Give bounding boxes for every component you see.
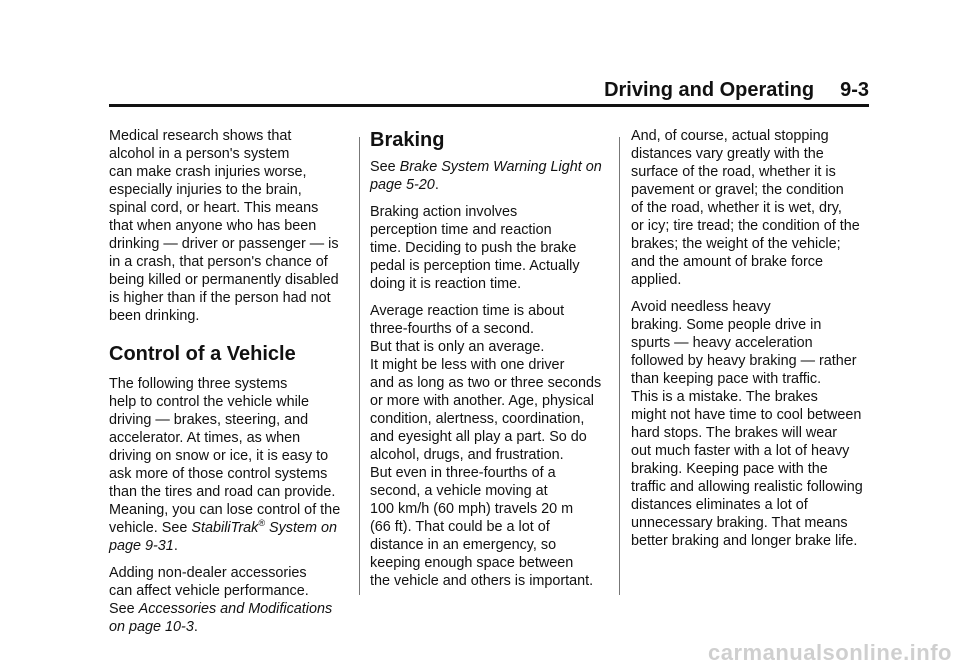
brake-warning-reference-link[interactable]: Brake System Warning Light on xyxy=(399,159,602,175)
period: . xyxy=(193,619,198,635)
text-line: the vehicle and others is important. xyxy=(370,573,594,589)
text-line: braking. Some people drive in xyxy=(631,317,822,333)
text-line: that when anyone who has been xyxy=(109,218,317,234)
text-line: alcohol in a person's system xyxy=(109,146,290,162)
registered-mark: ® xyxy=(258,518,265,528)
column-middle xyxy=(370,128,610,590)
text-line: And, of course, actual stopping xyxy=(631,128,829,144)
text-line: (66 ft). That could be a lot of xyxy=(370,519,550,535)
text-line: pavement or gravel; the condition xyxy=(631,182,844,198)
stabilitrak-reference-link[interactable] xyxy=(191,520,337,536)
paragraph-see-brake-light xyxy=(370,158,610,194)
text-line: 100 km/h (60 mph) travels 20 m xyxy=(370,501,574,517)
text-line: followed by heavy braking — rather xyxy=(631,353,857,369)
text-line xyxy=(370,158,610,176)
text-line: keeping enough space between xyxy=(370,555,574,571)
text-line: can make crash injuries worse, xyxy=(109,164,307,180)
text-line: better braking and longer brake life. xyxy=(631,533,858,549)
accessories-page-link[interactable]: on page 10-3 xyxy=(109,619,194,635)
column-divider xyxy=(359,137,360,595)
accessories-reference-link[interactable]: Accessories and Modifications xyxy=(138,601,333,617)
column-left xyxy=(109,127,345,636)
text-line: out much faster with a lot of heavy xyxy=(631,443,850,459)
text-line: three-fourths of a second. xyxy=(370,321,534,337)
text-line: second, a vehicle moving at xyxy=(370,483,548,499)
paragraph-stopping-distances xyxy=(631,127,871,289)
text-line: doing it is reaction time. xyxy=(370,276,522,292)
text-line: drinking — driver or passenger — is xyxy=(109,236,339,252)
page-header xyxy=(109,78,869,102)
text-line: braking. Keeping pace with the xyxy=(631,461,828,477)
text-line: pedal is perception time. Actually xyxy=(370,258,580,274)
period: . xyxy=(173,538,178,554)
text-line: or icy; tire tread; the condition of the xyxy=(631,218,860,234)
text-line: unnecessary braking. That means xyxy=(631,515,848,531)
text-line: alcohol, drugs, and frustration. xyxy=(370,447,564,463)
text-line: and eyesight all play a part. So do xyxy=(370,429,587,445)
section-title: Driving and Operating xyxy=(604,79,815,101)
text-line: or more with another. Age, physical xyxy=(370,393,594,409)
see-text: See xyxy=(109,601,139,617)
column-right xyxy=(631,127,871,550)
text-line: But that is only an average. xyxy=(370,339,545,355)
text-line: is higher than if the person had not xyxy=(109,290,331,306)
text-line: and as long as two or three seconds xyxy=(370,375,602,391)
text-line: help to control the vehicle while xyxy=(109,394,309,410)
reference-rest: System on xyxy=(264,520,337,536)
text-line: Meaning, you can lose control of the xyxy=(109,502,341,518)
text-line: been drinking. xyxy=(109,308,200,324)
text-line: of the road, whether it is wet, dry, xyxy=(631,200,842,216)
text-line: spinal cord, or heart. This means xyxy=(109,200,319,216)
text-line: time. Deciding to push the brake xyxy=(370,240,577,256)
text-line: than keeping pace with traffic. xyxy=(631,371,822,387)
text-line xyxy=(109,600,345,618)
column-divider xyxy=(619,137,620,595)
text-line: being killed or permanently disabled xyxy=(109,272,339,288)
see-text: See xyxy=(370,159,400,175)
text-line xyxy=(109,618,345,636)
text-line: especially injuries to the brain, xyxy=(109,182,302,198)
text-line: condition, alertness, coordination, xyxy=(370,411,585,427)
see-text: vehicle. See xyxy=(109,520,192,536)
text-line xyxy=(109,537,345,555)
text-line: It might be less with one driver xyxy=(370,357,565,373)
text-line: distance in an emergency, so xyxy=(370,537,557,553)
text-line: can affect vehicle performance. xyxy=(109,583,309,599)
text-line: traffic and allowing realistic following xyxy=(631,479,863,495)
text-line: distances vary greatly with the xyxy=(631,146,824,162)
text-line: applied. xyxy=(631,272,682,288)
text-line: ask more of those control systems xyxy=(109,466,328,482)
text-line: Medical research shows that xyxy=(109,128,292,144)
stabilitrak-page-link[interactable]: page 9-31 xyxy=(109,538,174,554)
text-line xyxy=(109,519,345,537)
period: . xyxy=(434,177,439,193)
heading-control-of-a-vehicle: Control of a Vehicle xyxy=(109,343,296,365)
text-line xyxy=(370,176,610,194)
text-line: distances eliminates a lot of xyxy=(631,497,808,513)
text-line: Average reaction time is about xyxy=(370,303,565,319)
reference-name: StabiliTrak xyxy=(191,520,259,536)
text-line: spurts — heavy acceleration xyxy=(631,335,813,351)
text-line: and the amount of brake force xyxy=(631,254,823,270)
paragraph-braking-action xyxy=(370,203,610,293)
heading-braking: Braking xyxy=(370,129,445,151)
watermark: carmanualsonline.info xyxy=(708,640,952,665)
paragraph-needless-braking xyxy=(631,298,871,550)
text-line: This is a mistake. The brakes xyxy=(631,389,818,405)
text-line: driving on snow or ice, it is easy to xyxy=(109,448,329,464)
text-line: Braking action involves xyxy=(370,204,518,220)
text-line: accelerator. At times, as when xyxy=(109,430,301,446)
header-rule xyxy=(109,104,869,107)
text-line: Adding non-dealer accessories xyxy=(109,565,307,581)
text-line: hard stops. The brakes will wear xyxy=(631,425,838,441)
paragraph-control-systems xyxy=(109,375,345,555)
brake-warning-page-link[interactable]: page 5-20 xyxy=(370,177,435,193)
paragraph-reaction-time xyxy=(370,302,610,590)
text-line: might not have time to cool between xyxy=(631,407,862,423)
text-line: than the tires and road can provide. xyxy=(109,484,336,500)
text-line: But even in three-fourths of a xyxy=(370,465,556,481)
text-line: driving — brakes, steering, and xyxy=(109,412,309,428)
paragraph-accessories xyxy=(109,564,345,636)
page-number: 9-3 xyxy=(840,79,869,101)
text-line: Avoid needless heavy xyxy=(631,299,771,315)
text-line: brakes; the weight of the vehicle; xyxy=(631,236,841,252)
text-line: in a crash, that person's chance of xyxy=(109,254,328,270)
text-line: The following three systems xyxy=(109,376,288,392)
text-line: perception time and reaction xyxy=(370,222,552,238)
paragraph-medical-research xyxy=(109,127,345,325)
text-line: surface of the road, whether it is xyxy=(631,164,836,180)
